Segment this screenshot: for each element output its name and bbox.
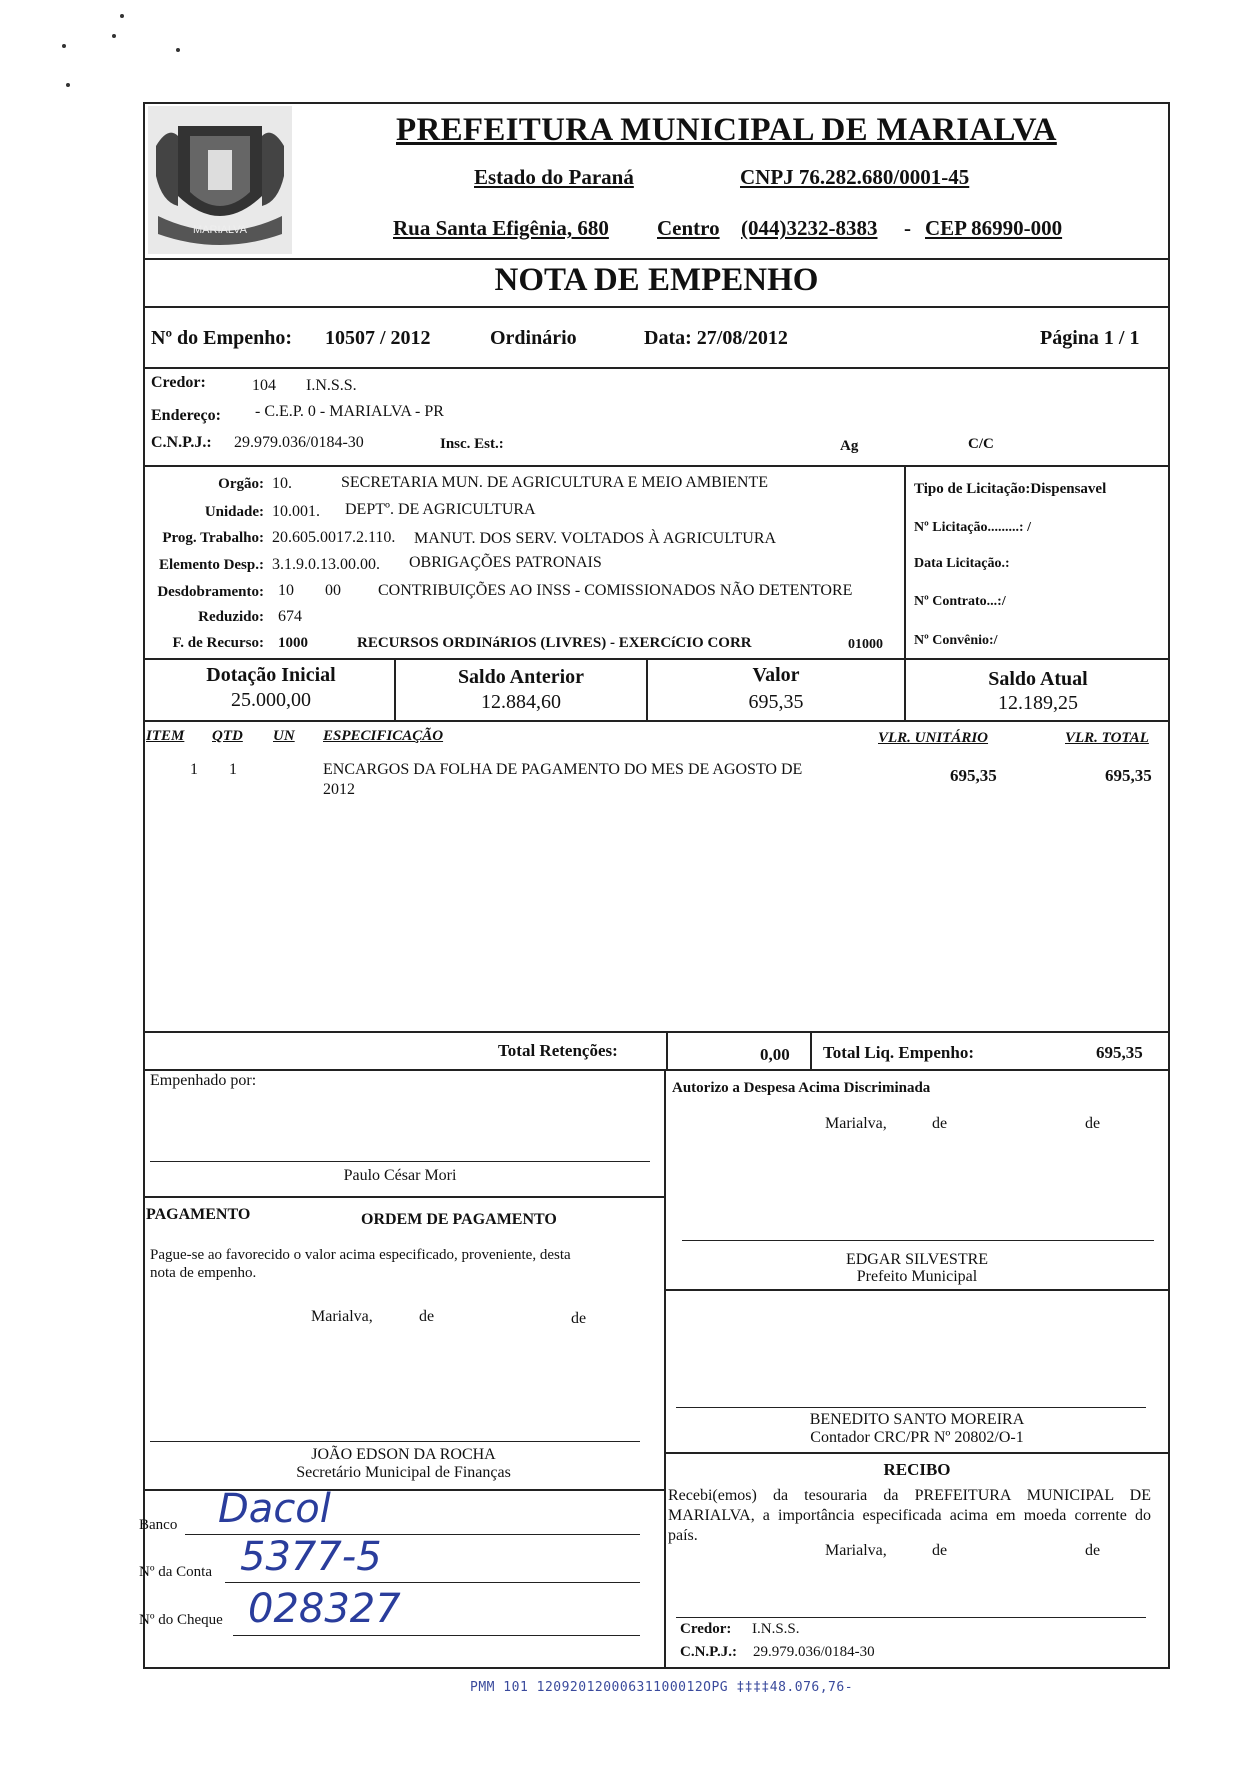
divider bbox=[143, 720, 1170, 722]
saldo-anterior-label: Saldo Anterior bbox=[457, 666, 585, 688]
cheque-line bbox=[233, 1635, 640, 1636]
prog-name: MANUT. DOS SERV. VOLTADOS À AGRICULTURA bbox=[414, 530, 777, 547]
signature-line bbox=[150, 1441, 640, 1442]
coat-of-arms-logo bbox=[148, 106, 292, 254]
recibo-text-line1: Recebi(emos) da tesouraria da PREFEITURA MUNICIPAL DE bbox=[668, 1487, 1151, 1504]
empenhado-signer: Paulo César Mori bbox=[343, 1167, 457, 1184]
row-qtd: 1 bbox=[229, 761, 237, 778]
pagamento-text-line2: nota de empenho. bbox=[150, 1265, 257, 1281]
orgao-code: 10. bbox=[272, 475, 292, 492]
convenio-numero: Nº Convênio:/ bbox=[914, 633, 998, 648]
dotacao-label: Dotação Inicial bbox=[206, 664, 336, 686]
autorizo-de2: de bbox=[1085, 1115, 1101, 1132]
row-total-value: 695,35 bbox=[1105, 766, 1152, 785]
retencoes-label: Total Retenções: bbox=[498, 1041, 618, 1060]
account-label: C/C bbox=[968, 436, 994, 452]
signature-line bbox=[676, 1617, 1146, 1618]
pagamento-signer-name: JOÃO EDSON DA ROCHA bbox=[311, 1446, 496, 1463]
recibo-cnpj-label: C.N.P.J.: bbox=[680, 1644, 737, 1660]
signature-line bbox=[676, 1407, 1146, 1408]
empenho-number-label: Nº do Empenho: bbox=[151, 327, 293, 349]
contador-role: Contador CRC/PR Nº 20802/O-1 bbox=[810, 1429, 1024, 1446]
recibo-text-line3: país. bbox=[668, 1527, 698, 1544]
conta-label: Nº da Conta bbox=[139, 1564, 212, 1580]
divider bbox=[143, 367, 1170, 369]
signature-line bbox=[150, 1161, 650, 1162]
city-district: Centro bbox=[657, 216, 720, 240]
banco-label: Banco bbox=[139, 1517, 178, 1533]
empenho-date: Data: 27/08/2012 bbox=[644, 327, 788, 349]
col-header-unit-value: VLR. UNITÁRIO bbox=[878, 730, 989, 746]
page-number: Página 1 / 1 bbox=[1040, 327, 1140, 349]
empenho-number: 10507 / 2012 bbox=[325, 327, 431, 349]
orgao-name: SECRETARIA MUN. DE AGRICULTURA E MEIO AMBIENTE bbox=[341, 474, 769, 491]
unidade-name: DEPTº. DE AGRICULTURA bbox=[345, 501, 536, 518]
empenho-type: Ordinário bbox=[490, 327, 577, 349]
recibo-city: Marialva, bbox=[825, 1542, 887, 1559]
unidade-label: Unidade: bbox=[204, 504, 264, 520]
city-cep: CEP 86990-000 bbox=[925, 216, 1063, 240]
pagamento-city: Marialva, bbox=[311, 1308, 373, 1325]
divider bbox=[143, 1069, 1170, 1071]
licitacao-tipo-text: Tipo de Licitação:Dispensavel bbox=[914, 481, 1107, 497]
conta-line bbox=[225, 1582, 640, 1583]
recurso-label: F. de Recurso: bbox=[172, 635, 264, 651]
recurso-name: RECURSOS ORDINáRIOS (LIVRES) - EXERCíCIO CORR bbox=[357, 635, 752, 651]
divider bbox=[904, 465, 906, 658]
address-label: Endereço: bbox=[151, 407, 221, 424]
saldo-atual-label: Saldo Atual bbox=[988, 668, 1088, 690]
divider bbox=[143, 306, 1170, 308]
pagamento-signer-role: Secretário Municipal de Finanças bbox=[296, 1464, 511, 1481]
orgao-label: Orgão: bbox=[218, 476, 264, 492]
licitacao-data: Data Licitação.: bbox=[914, 556, 1010, 571]
col-header-qtd: QTD bbox=[212, 728, 243, 744]
retencoes-value: 0,00 bbox=[760, 1045, 790, 1064]
recibo-title: RECIBO bbox=[883, 1460, 951, 1479]
autorizo-label: Autorizo a Despesa Acima Discriminada bbox=[672, 1080, 931, 1096]
autorizo-city: Marialva, bbox=[825, 1115, 887, 1132]
saldo-anterior-value: 12.884,60 bbox=[481, 691, 561, 713]
document-title: NOTA DE EMPENHO bbox=[494, 262, 819, 298]
recurso-sub: 01000 bbox=[848, 637, 883, 652]
banco-handwritten: Dacol bbox=[218, 1486, 331, 1532]
desdobramento-a: 10 bbox=[278, 582, 294, 599]
cheque-handwritten: 028327 bbox=[248, 1586, 401, 1632]
divider bbox=[143, 1196, 664, 1198]
col-header-item: ITEM bbox=[146, 728, 185, 744]
desdobramento-b: 00 bbox=[325, 582, 341, 599]
autorizo-de1: de bbox=[932, 1115, 948, 1132]
divider bbox=[666, 1031, 668, 1069]
col-header-spec: ESPECIFICAÇÃO bbox=[323, 728, 444, 744]
scan-speck bbox=[120, 14, 124, 18]
autorizo-signer-role: Prefeito Municipal bbox=[856, 1268, 978, 1285]
unidade-code: 10.001. bbox=[272, 503, 320, 520]
valor-value: 695,35 bbox=[748, 691, 804, 713]
liquido-label: Total Liq. Empenho: bbox=[823, 1043, 974, 1062]
empenhado-label: Empenhado por: bbox=[150, 1072, 257, 1089]
row-spec-line2: 2012 bbox=[323, 781, 355, 798]
valor-label: Valor bbox=[752, 664, 800, 686]
saldo-atual-value: 12.189,25 bbox=[998, 692, 1078, 714]
divider bbox=[143, 658, 1170, 660]
col-header-total-value: VLR. TOTAL bbox=[1065, 730, 1149, 746]
credor-address: - C.E.P. 0 - MARIALVA - PR bbox=[255, 403, 444, 420]
recibo-de1: de bbox=[932, 1542, 948, 1559]
conta-handwritten: 5377-5 bbox=[240, 1534, 382, 1580]
reduzido-value: 674 bbox=[278, 608, 302, 625]
divider bbox=[143, 258, 1170, 260]
pagamento-de2: de bbox=[571, 1310, 587, 1327]
scan-speck bbox=[62, 44, 66, 48]
city-cnpj: CNPJ 76.282.680/0001-45 bbox=[740, 165, 970, 189]
city-phone: (044)3232-8383 bbox=[741, 216, 878, 240]
recurso-code: 1000 bbox=[278, 635, 308, 651]
row-item: 1 bbox=[190, 761, 198, 778]
insc-est-label: Insc. Est.: bbox=[440, 436, 504, 452]
city-street: Rua Santa Efigênia, 680 bbox=[393, 216, 609, 240]
recibo-de2: de bbox=[1085, 1542, 1101, 1559]
scan-speck bbox=[176, 48, 180, 52]
licitacao-tipo bbox=[914, 481, 1106, 498]
recibo-credor-label: Credor: bbox=[680, 1621, 732, 1637]
liquido-value: 695,35 bbox=[1096, 1043, 1143, 1062]
logo-ribbon-text: MARIALVA bbox=[193, 224, 247, 236]
scan-speck bbox=[66, 83, 70, 87]
page-title: PREFEITURA MUNICIPAL DE MARIALVA bbox=[396, 112, 1057, 148]
signature-line bbox=[682, 1240, 1154, 1241]
divider bbox=[664, 1452, 1170, 1454]
pagamento-de1: de bbox=[419, 1308, 435, 1325]
licitacao-numero: Nº Licitação.........: / bbox=[914, 520, 1031, 535]
contrato-numero: Nº Contrato...:/ bbox=[914, 594, 1006, 609]
prog-code: 20.605.0017.2.110. bbox=[272, 529, 396, 546]
recibo-credor-value: I.N.S.S. bbox=[752, 1621, 800, 1637]
contador-name: BENEDITO SANTO MOREIRA bbox=[809, 1411, 1025, 1428]
elemento-code: 3.1.9.0.13.00.00. bbox=[272, 556, 380, 573]
elemento-name: OBRIGAÇÕES PATRONAIS bbox=[409, 554, 602, 571]
bank-stamp: PMM 101 12092012000631100012OPG ‡‡‡‡48.076,76- bbox=[470, 1680, 854, 1695]
credor-label: Credor: bbox=[151, 374, 206, 391]
cheque-label: Nº do Cheque bbox=[139, 1612, 223, 1628]
credor-code: 104 bbox=[252, 377, 276, 394]
divider bbox=[143, 465, 1170, 467]
credor-cnpj: 29.979.036/0184-30 bbox=[234, 434, 364, 451]
row-spec-line1: ENCARGOS DA FOLHA DE PAGAMENTO DO MES DE AGOSTO DE bbox=[323, 761, 803, 778]
cnpj-label: C.N.P.J.: bbox=[151, 434, 212, 451]
credor-name: I.N.S.S. bbox=[306, 377, 357, 394]
agency-label: Ag bbox=[840, 438, 859, 454]
desdobramento-name: CONTRIBUIÇÕES AO INSS - COMISSIONADOS NÃO DETENTORE bbox=[378, 582, 853, 599]
state-name: Estado do Paraná bbox=[474, 165, 634, 189]
row-unit-value: 695,35 bbox=[950, 766, 997, 785]
divider bbox=[664, 1069, 666, 1669]
elemento-label: Elemento Desp.: bbox=[159, 557, 264, 573]
pagamento-label: PAGAMENTO bbox=[146, 1206, 251, 1223]
divider bbox=[664, 1289, 1170, 1291]
separator-dash: - bbox=[904, 216, 911, 240]
dotacao-value: 25.000,00 bbox=[231, 689, 311, 711]
pagamento-text-line1: Pague-se ao favorecido o valor acima especificado, proveniente, desta bbox=[150, 1247, 571, 1263]
recibo-cnpj-value: 29.979.036/0184-30 bbox=[753, 1644, 875, 1660]
autorizo-signer-name: EDGAR SILVESTRE bbox=[845, 1251, 989, 1268]
col-header-un: UN bbox=[273, 728, 295, 744]
divider bbox=[810, 1031, 812, 1069]
reduzido-label: Reduzido: bbox=[198, 609, 264, 625]
recibo-text-line2: MARIALVA, a importância especificada acima em moeda corrente do bbox=[668, 1507, 1151, 1524]
prog-label: Prog. Trabalho: bbox=[162, 530, 264, 546]
ordem-pagamento-label: ORDEM DE PAGAMENTO bbox=[361, 1211, 557, 1228]
divider bbox=[143, 1031, 1170, 1033]
scan-speck bbox=[112, 34, 116, 38]
desdobramento-label: Desdobramento: bbox=[157, 584, 264, 600]
